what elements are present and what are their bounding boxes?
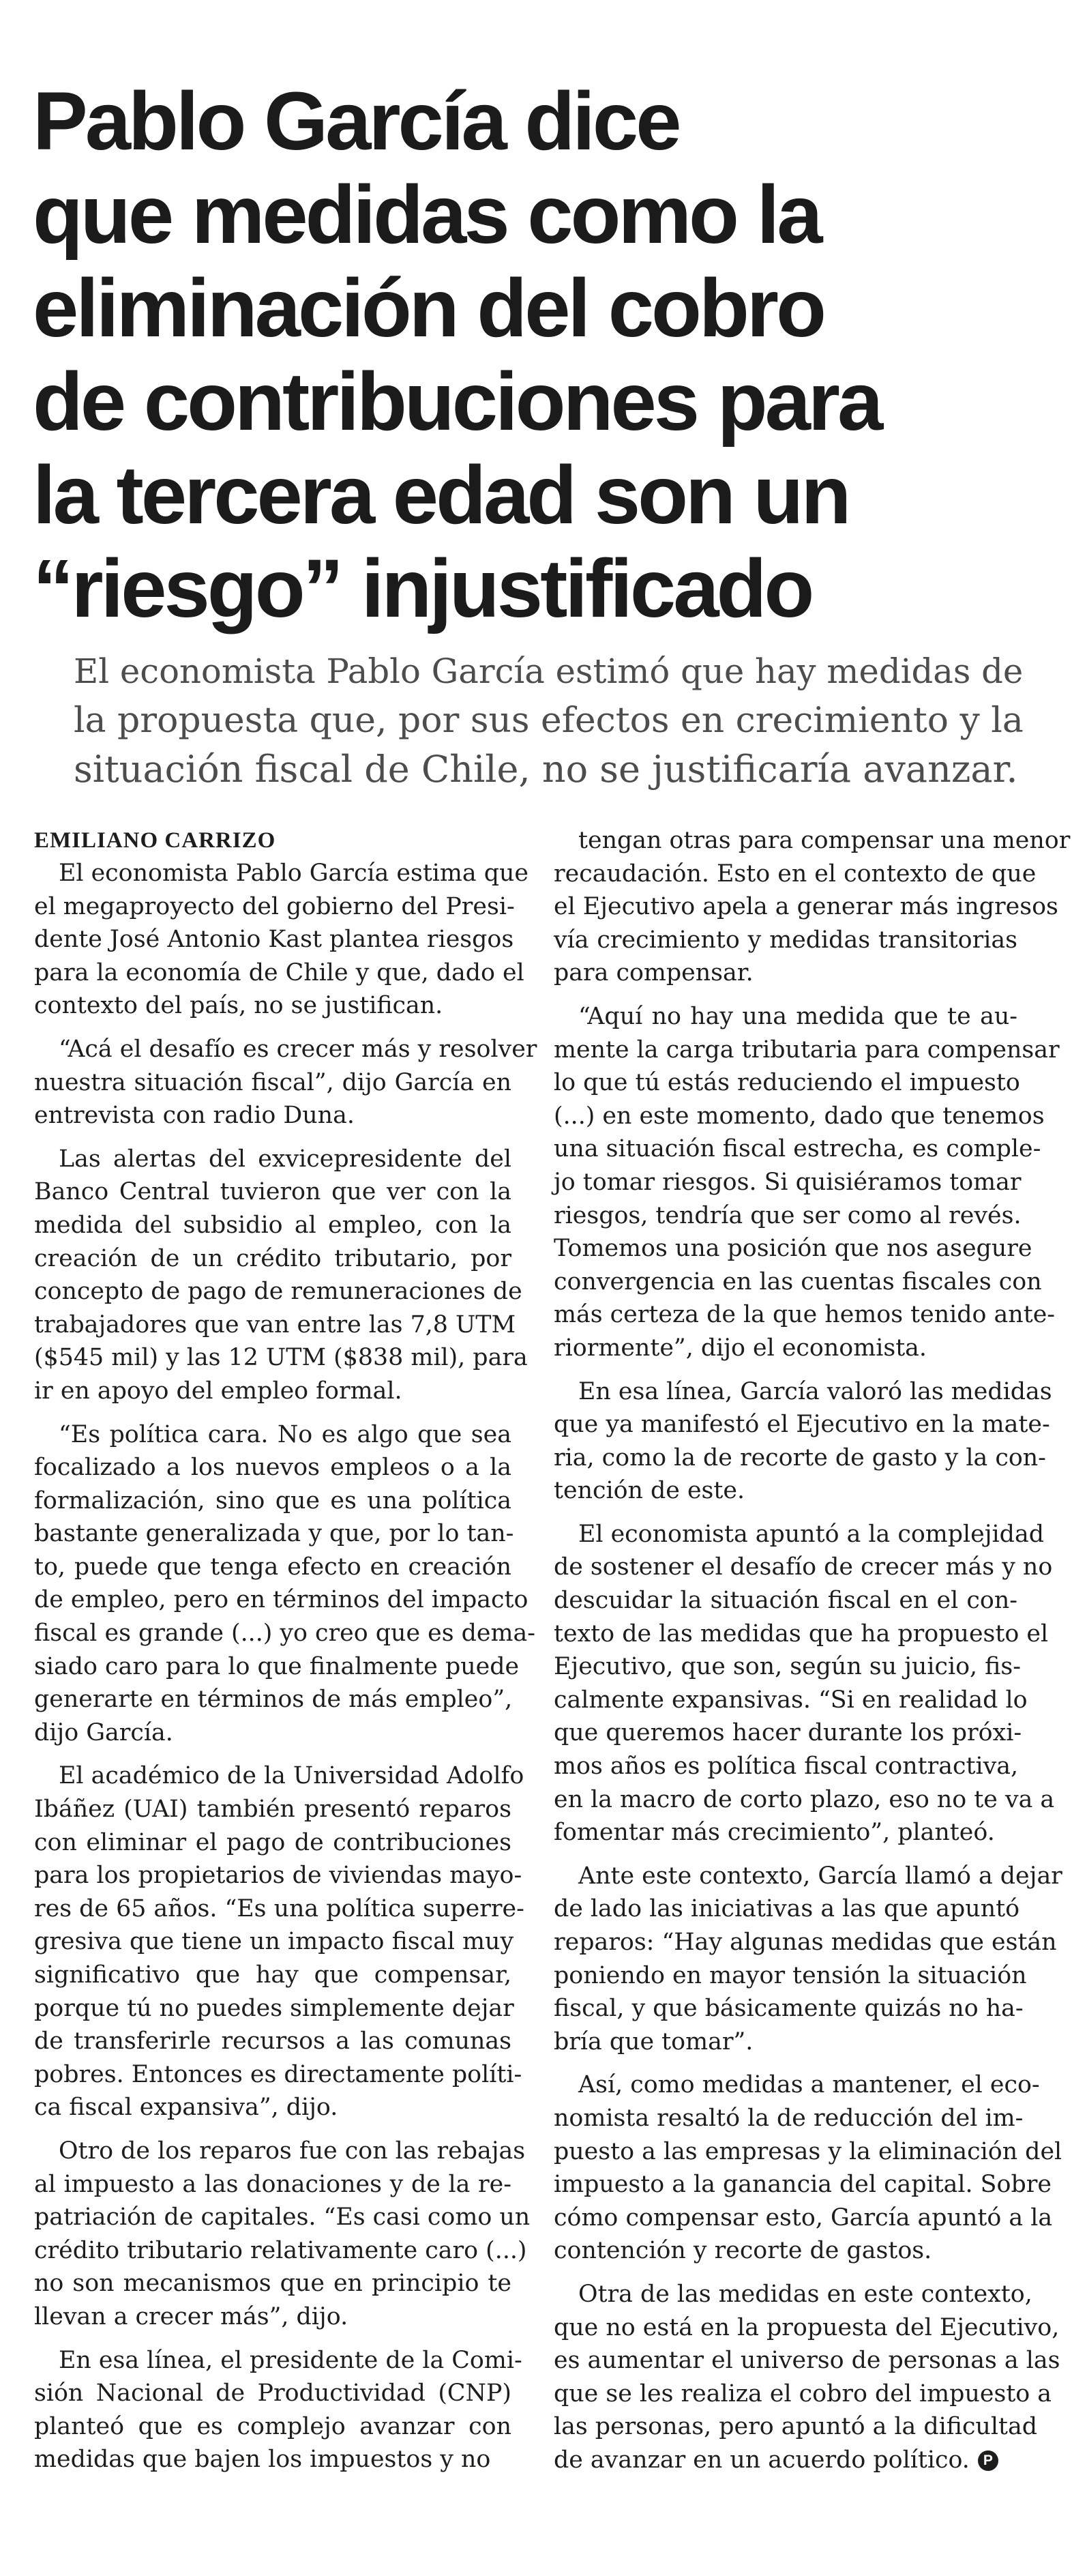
column-body bbox=[554, 824, 1071, 2477]
text-line: que ya manifestó el Ejecutivo en la mate- bbox=[554, 1411, 1050, 1439]
text-line: para la economía de Chile y que, dado el bbox=[34, 958, 524, 986]
paragraph bbox=[554, 1000, 1060, 1365]
paragraph-gap bbox=[554, 1365, 1017, 1375]
text-line: que no está en la propuesta del Ejecutivo, bbox=[554, 2313, 1060, 2341]
paragraph-gap bbox=[34, 1132, 511, 1143]
paragraph bbox=[34, 857, 529, 1023]
text-line: de sostener el desafío de crecer más y no bbox=[554, 1553, 1053, 1581]
text-line: generarte en términos de más empleo”, bbox=[34, 1686, 513, 1714]
text-line: reparos: “Hay algunas medidas que están bbox=[554, 1929, 1057, 1956]
text-line: nomista resaltó la de reducción del im- bbox=[554, 2104, 1024, 2132]
lede bbox=[74, 647, 1028, 794]
lede-line: El economista Pablo García estimó que hay medidas de bbox=[74, 652, 1024, 691]
paragraph bbox=[554, 2068, 1062, 2268]
text-line: para los propietarios de viviendas mayo- bbox=[34, 1862, 522, 1890]
paragraph-gap bbox=[34, 1408, 511, 1418]
text-line: “Aquí no hay una medida que te au- bbox=[578, 1002, 1017, 1030]
headline-line: que medidas como la bbox=[33, 168, 820, 261]
text-line: En esa línea, García valoró las medidas bbox=[578, 1377, 1052, 1405]
text-line: riormente”, dijo el economista. bbox=[554, 1334, 927, 1362]
text-line: descuidar la situación fiscal en el con- bbox=[554, 1587, 1017, 1615]
text-line: medidas que bajen los impuestos y no bbox=[34, 2446, 491, 2474]
text-line: Ante este contexto, García llamó a dejar bbox=[578, 1862, 1062, 1890]
headline-line: la tercera edad son un bbox=[33, 448, 849, 542]
text-line: una situación fiscal estrecha, es comple- bbox=[554, 1135, 1041, 1163]
text-line: contención y recorte de gastos. bbox=[554, 2237, 932, 2265]
text-line: Ejecutivo, que son, según su juicio, fis- bbox=[554, 1653, 1021, 1681]
text-line: texto de las medidas que ha propuesto el bbox=[554, 1620, 1049, 1648]
text-line: “Acá el desafío es crecer más y resolver bbox=[59, 1035, 537, 1063]
text-line: al impuesto a las donaciones y de la re- bbox=[34, 2170, 511, 2198]
paragraph-gap bbox=[34, 1749, 511, 1759]
paragraph bbox=[34, 2135, 531, 2334]
text-line: no son mecanismos que en principio te bbox=[34, 2270, 511, 2298]
text-line: poniendo en mayor tensión la situación bbox=[554, 1961, 1027, 1989]
text-line: tengan otras para compensar una menor bbox=[578, 827, 1071, 854]
text-line: “Es política cara. No es algo que sea bbox=[59, 1420, 511, 1448]
paragraph-gap bbox=[554, 2268, 1017, 2278]
paragraph bbox=[34, 1143, 528, 1408]
text-line: Ibáñez (UAI) también presentó reparos bbox=[34, 1796, 511, 1824]
text-line: que queremos hacer durante los próxi- bbox=[554, 1719, 1022, 1747]
paragraph-gap bbox=[554, 1508, 1017, 1518]
text-line: ir en apoyo del empleo formal. bbox=[34, 1377, 402, 1405]
paragraph-gap bbox=[554, 990, 1017, 1000]
text-line: focalizado a los nuevos empleos o a la bbox=[34, 1454, 511, 1482]
paragraph bbox=[34, 2344, 522, 2476]
text-line: porque tú no puedes simplemente dejar bbox=[34, 1994, 514, 2022]
text-line: llevan a crecer más”, dijo. bbox=[34, 2302, 348, 2330]
text-line: planteó que es complejo avanzar con bbox=[34, 2412, 511, 2440]
text-line: lo que tú estás reduciendo el impuesto bbox=[554, 1069, 1020, 1097]
paragraph bbox=[554, 1860, 1062, 2059]
headline-line: de contribuciones para bbox=[33, 355, 881, 448]
text-line: ca fiscal expansiva”, dijo. bbox=[34, 2094, 338, 2122]
text-line: entrevista con radio Duna. bbox=[34, 1102, 355, 1130]
text-line: crédito tributario relativamente caro (...) bbox=[34, 2236, 527, 2264]
text-line: significativo que hay que compensar, bbox=[34, 1961, 511, 1989]
paragraph-gap bbox=[554, 2058, 1017, 2068]
text-line: recaudación. Esto en el contexto de que bbox=[554, 860, 1037, 888]
paragraph-gap bbox=[34, 2334, 511, 2344]
text-line: En esa línea, el presidente de la Comi- bbox=[59, 2346, 522, 2374]
text-line: el Ejecutivo apela a generar más ingresos bbox=[554, 893, 1058, 921]
text-line: de avanzar en un acuerdo político. P bbox=[554, 2444, 1017, 2477]
paragraph-gap bbox=[34, 1023, 511, 1033]
text-line: Tomemos una posición que nos asegure bbox=[554, 1235, 1032, 1263]
text-line: dijo García. bbox=[34, 1718, 173, 1746]
text-line: concepto de pago de remuneraciones de bbox=[34, 1278, 522, 1306]
text-line: ria, como la de recorte de gasto y la con- bbox=[554, 1444, 1046, 1472]
text-line: tención de este. bbox=[554, 1477, 745, 1505]
text-line: El académico de la Universidad Adolfo bbox=[59, 1762, 524, 1790]
text-line: vía crecimiento y medidas transitorias bbox=[554, 926, 1017, 954]
text-line: fomentar más crecimiento”, planteó. bbox=[554, 1819, 995, 1847]
text-line: Así, como medidas a mantener, el eco- bbox=[578, 2071, 1040, 2099]
headline-line: “riesgo” injustificado bbox=[33, 542, 812, 635]
paragraph bbox=[554, 2278, 1060, 2477]
text-line: res de 65 años. “Es una política superre- bbox=[34, 1894, 524, 1922]
article-column-left bbox=[34, 824, 537, 2476]
text-line: mos años es política fiscal contractiva, bbox=[554, 1753, 1019, 1781]
text-line: es aumentar el universo de personas a las bbox=[554, 2347, 1060, 2375]
text-line: las personas, pero apuntó a la dificultad bbox=[554, 2413, 1037, 2441]
text-line: (...) en este momento, dado que tenemos bbox=[554, 1102, 1045, 1130]
text-line: fiscal es grande (...) yo creo que es dema- bbox=[34, 1620, 535, 1648]
headline bbox=[33, 74, 1035, 635]
text-line: mente la carga tributaria para compensar bbox=[554, 1036, 1060, 1064]
text-line: pobres. Entonces es directamente políti- bbox=[34, 2060, 522, 2088]
text-line: jo tomar riesgos. Si quisiéramos tomar bbox=[554, 1168, 1022, 1196]
text-line: de transferirle recursos a las comunas bbox=[34, 2028, 511, 2055]
text-line: sión Nacional de Productividad (CNP) bbox=[34, 2380, 511, 2407]
text-line: creación de un crédito tributario, por bbox=[34, 1244, 511, 1272]
paragraph bbox=[554, 824, 1071, 990]
paragraph-gap bbox=[554, 1849, 1017, 1860]
text-line: con eliminar el pago de contribuciones bbox=[34, 1828, 511, 1856]
paragraph-gap bbox=[34, 2124, 511, 2135]
text-line: trabajadores que van entre las 7,8 UTM bbox=[34, 1311, 516, 1338]
text-line: de lado las iniciativas a las que apuntó bbox=[554, 1895, 1020, 1923]
text-line: para compensar. bbox=[554, 959, 754, 987]
text-line: cómo compensar esto, García apuntó a la bbox=[554, 2204, 1053, 2231]
article-column-right bbox=[554, 824, 1071, 2477]
lede-line: situación fiscal de Chile, no se justificaría avanzar. bbox=[74, 748, 1018, 791]
paragraph bbox=[34, 1033, 537, 1132]
text-line: calmente expansivas. “Si en realidad lo bbox=[554, 1686, 1028, 1714]
text-line: Las alertas del exvicepresidente del bbox=[59, 1145, 511, 1173]
paragraph bbox=[554, 1375, 1052, 1508]
text-line: riesgos, tendría que ser como al revés. bbox=[554, 1201, 1022, 1229]
lede-line: la propuesta que, por sus efectos en crecimiento y la bbox=[74, 700, 1024, 741]
text-line: siado caro para lo que finalmente puede bbox=[34, 1652, 520, 1680]
text-line: El economista apuntó a la complejidad bbox=[578, 1520, 1044, 1548]
text-line: to, puede que tenga efecto en creación bbox=[34, 1553, 511, 1581]
text-line: convergencia en las cuentas fiscales con bbox=[554, 1268, 1042, 1296]
text-line: bastante generalizada y que, por lo tan- bbox=[34, 1520, 514, 1548]
text-line: formalización, sino que es una política bbox=[34, 1487, 511, 1514]
text-line: el megaproyecto del gobierno del Presi- bbox=[34, 892, 515, 920]
text-line: Otra de las medidas en este contexto, bbox=[578, 2280, 1032, 2308]
text-line: nuestra situación fiscal”, dijo García en bbox=[34, 1068, 511, 1096]
headline-line: Pablo García dice bbox=[33, 74, 679, 168]
end-of-article-mark: P bbox=[978, 2450, 998, 2471]
headline-line: eliminación del cobro bbox=[33, 261, 824, 355]
paragraph bbox=[554, 1518, 1055, 1849]
paragraph bbox=[34, 1759, 524, 2124]
text-line: impuesto a la ganancia del capital. Sobre bbox=[554, 2171, 1052, 2199]
text-line: en la macro de corto plazo, eso no te va a bbox=[554, 1785, 1055, 1813]
text-line: medida del subsidio al empleo, con la bbox=[34, 1211, 511, 1239]
text-line: gresiva que tiene un impacto fiscal muy bbox=[34, 1928, 514, 1956]
text-line: ($545 mil) y las 12 UTM ($838 mil), para bbox=[34, 1344, 528, 1372]
text-line: puesto a las empresas y la eliminación del bbox=[554, 2137, 1062, 2165]
text-line: patriación de capitales. “Es casi como un bbox=[34, 2204, 531, 2231]
text-line: más certeza de la que hemos tenido ante- bbox=[554, 1301, 1056, 1329]
column-body bbox=[34, 857, 537, 2476]
text-line: Banco Central tuvieron que ver con la bbox=[34, 1178, 511, 1206]
text-line: dente José Antonio Kast plantea riesgos bbox=[34, 926, 514, 954]
text-line: de empleo, pero en términos del impacto bbox=[34, 1586, 528, 1614]
paragraph bbox=[34, 1418, 535, 1750]
text-line: contexto del país, no se justifican. bbox=[34, 992, 443, 1020]
text-line: El economista Pablo García estima que bbox=[59, 860, 529, 887]
byline: EMILIANO CARRIZO bbox=[34, 828, 276, 853]
text-line: bría que tomar”. bbox=[554, 2028, 754, 2055]
text-line: Otro de los reparos fue con las rebajas bbox=[59, 2137, 526, 2165]
text-line: que se les realiza el cobro del impuesto a bbox=[554, 2380, 1052, 2407]
text-line: fiscal, y que básicamente quizás no ha- bbox=[554, 1995, 1024, 2023]
